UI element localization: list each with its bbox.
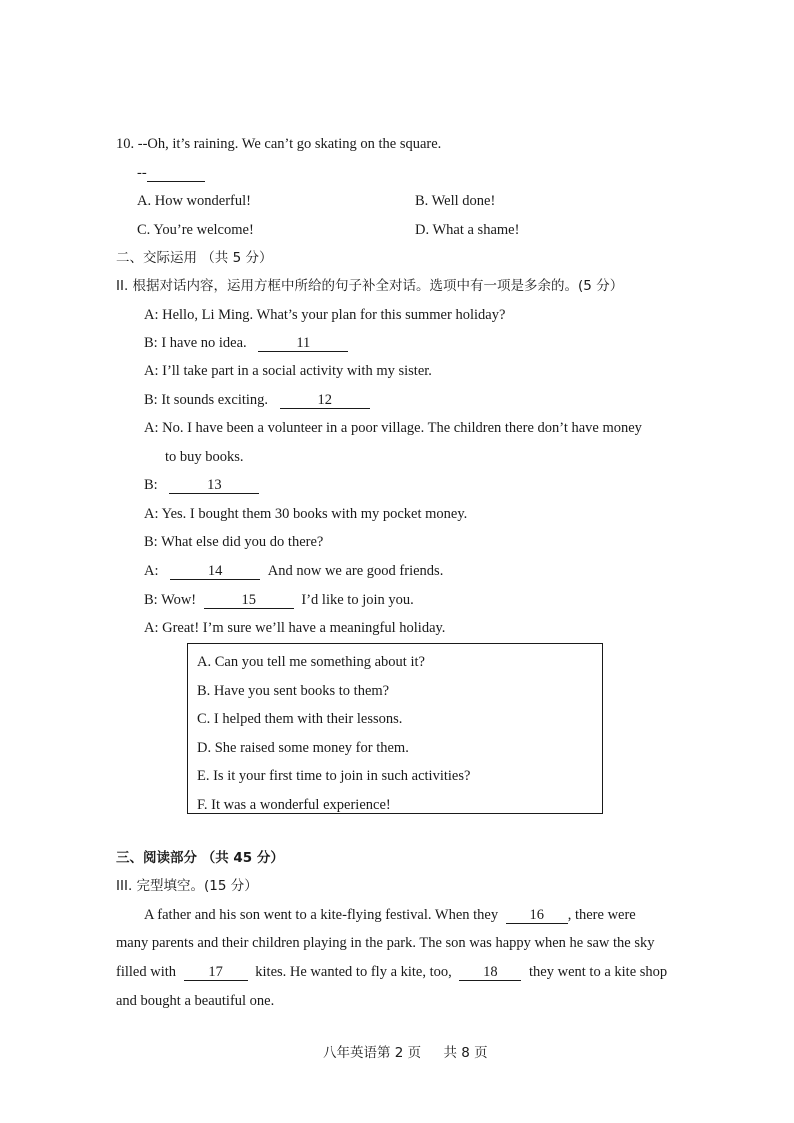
section3-title: 三、阅读部分 （共 45 分） — [116, 850, 284, 866]
passage-line-3-after: they went to a kite shop — [529, 964, 668, 980]
dialogue-line-10 — [144, 590, 414, 610]
q10-option-b: B. Well done! — [415, 193, 496, 209]
box-option-b: B. Have you sent books to them? — [197, 683, 390, 699]
passage-line-3-mid: kites. He wanted to fly a kite, too, — [255, 964, 452, 980]
blank-14[interactable]: 14 — [170, 563, 260, 580]
dialogue-line-2 — [144, 333, 348, 353]
section2-instruction: II. 根据对话内容，运用方框中所给的句子补全对话。选项中有一项是多余的。(5 分） — [116, 278, 624, 294]
dialogue-line-6-text: B: — [144, 477, 158, 493]
blank-18[interactable]: 18 — [459, 964, 521, 981]
dialogue-line-11: A: Great! I’m sure we’ll have a meaningful holiday. — [144, 620, 446, 636]
footer-total-pages: 共 8 页 — [443, 1045, 488, 1061]
q10-option-c: C. You’re welcome! — [137, 222, 254, 238]
q10-answer-blank[interactable] — [147, 165, 205, 182]
dialogue-line-2-text: B: I have no idea. — [144, 335, 247, 351]
passage-line-3 — [116, 962, 667, 982]
passage-line-4: and bought a beautiful one. — [116, 993, 275, 1009]
q10-option-a: A. How wonderful! — [137, 193, 251, 209]
section3-subtitle: III. 完型填空。(15 分） — [116, 878, 258, 894]
dialogue-line-10-text: B: Wow! — [144, 592, 197, 608]
box-option-d: D. She raised some money for them. — [197, 740, 409, 756]
box-option-e: E. Is it your first time to join in such activities? — [197, 768, 471, 784]
dialogue-line-5a: A: No. I have been a volunteer in a poor village. The children there don’t have money — [144, 420, 642, 436]
dialogue-line-10-after: I’d like to join you. — [301, 592, 414, 608]
passage-line-1-text: A father and his son went to a kite-flying festival. When they — [144, 907, 499, 923]
box-option-a: A. Can you tell me something about it? — [197, 654, 425, 670]
dialogue-line-7: A: Yes. I bought them 30 books with my pocket money. — [144, 506, 468, 522]
dialogue-line-6 — [144, 475, 259, 495]
dialogue-line-9 — [144, 561, 443, 581]
box-option-f: F. It was a wonderful experience! — [197, 797, 391, 813]
dialogue-line-8: B: What else did you do there? — [144, 534, 324, 550]
dialogue-line-4 — [144, 390, 370, 410]
blank-12[interactable]: 12 — [280, 392, 370, 409]
dialogue-line-9-after: And now we are good friends. — [267, 563, 444, 579]
passage-line-1-after: , there were — [567, 907, 636, 923]
blank-11[interactable]: 11 — [258, 335, 348, 352]
section2-title: 二、交际运用 （共 5 分） — [116, 250, 273, 266]
dialogue-line-5b: to buy books. — [165, 449, 244, 465]
blank-13[interactable]: 13 — [169, 477, 259, 494]
box-option-c: C. I helped them with their lessons. — [197, 711, 403, 727]
blank-17[interactable]: 17 — [184, 964, 248, 981]
blank-15[interactable]: 15 — [204, 592, 294, 609]
q10-stem: 10. --Oh, it’s raining. We can’t go skating on the square. — [116, 136, 442, 152]
dialogue-line-4-text: B: It sounds exciting. — [144, 392, 269, 408]
passage-line-3-before: filled with — [116, 964, 177, 980]
dialogue-line-3: A: I’ll take part in a social activity with my sister. — [144, 363, 432, 379]
footer-page-info — [323, 1043, 488, 1063]
q10-answer-line — [137, 163, 205, 183]
q10-option-d: D. What a shame! — [415, 222, 520, 238]
passage-line-2: many parents and their children playing in the park. The son was happy when he saw the sky — [116, 935, 655, 951]
dialogue-line-9-text: A: — [144, 563, 159, 579]
blank-16[interactable]: 16 — [506, 907, 568, 924]
passage-line-1 — [144, 905, 636, 925]
q10-answer-prefix: -- — [137, 165, 147, 181]
dialogue-line-1: A: Hello, Li Ming. What’s your plan for this summer holiday? — [144, 307, 506, 323]
footer-current-page: 八年英语第 2 页 — [323, 1045, 422, 1061]
options-box — [187, 643, 603, 814]
